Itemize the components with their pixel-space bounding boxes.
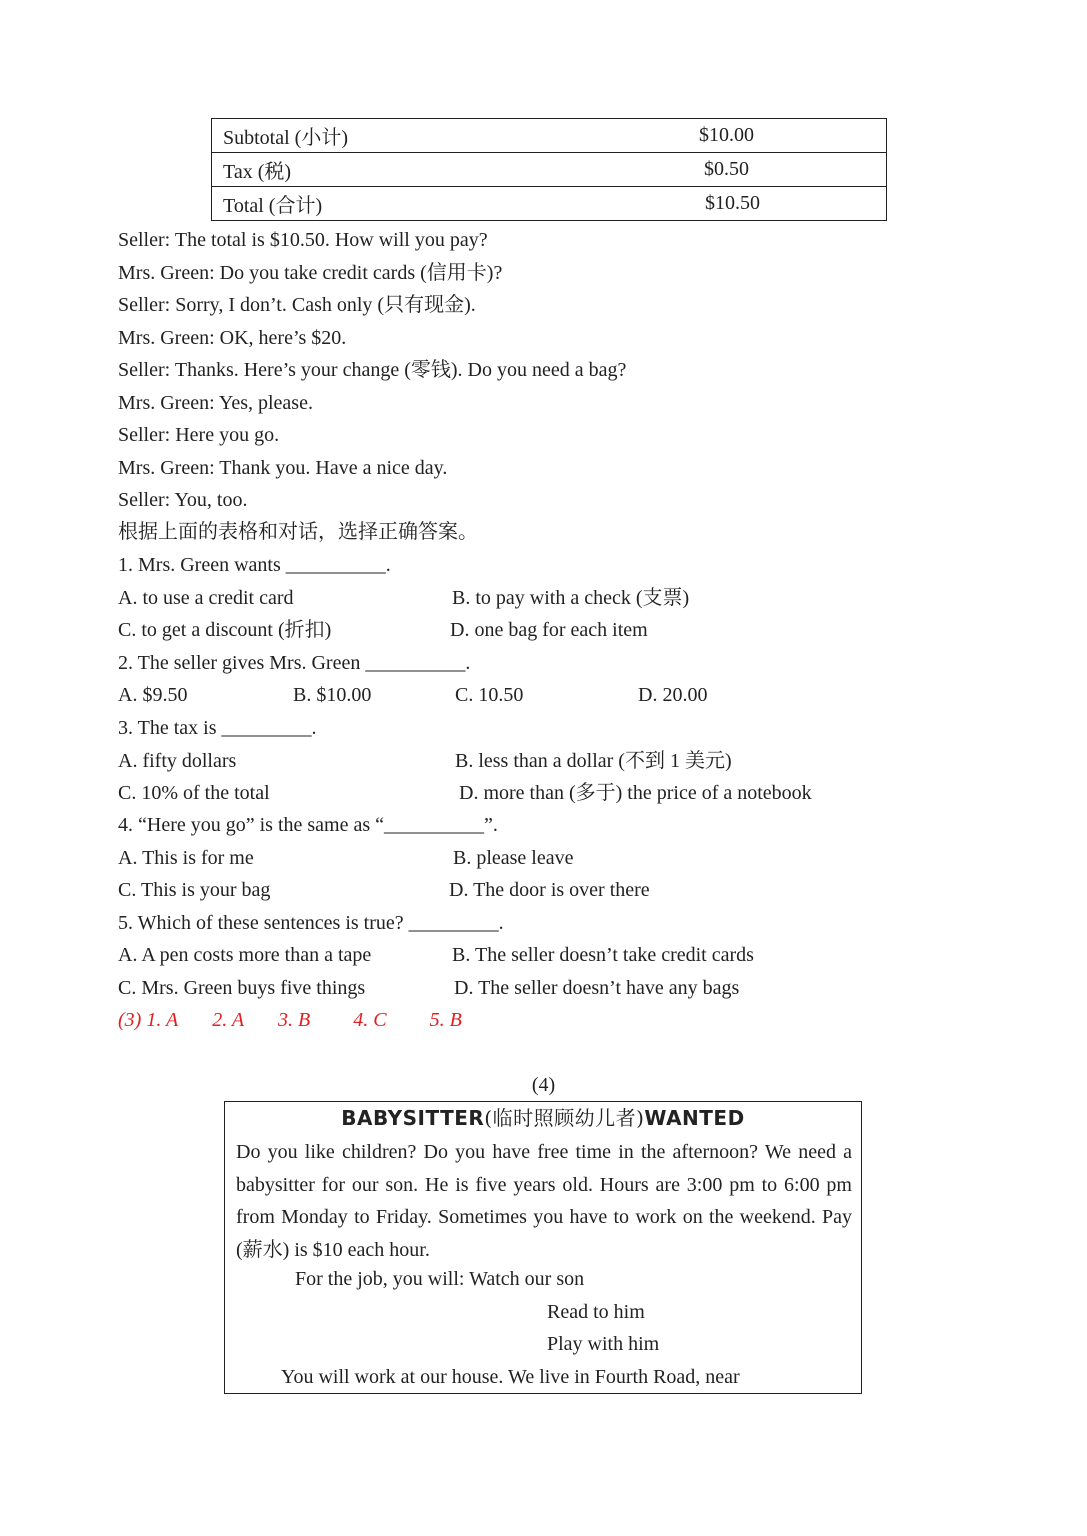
dialogue-line: Mrs. Green: Thank you. Have a nice day. xyxy=(118,457,448,479)
answer-item: 4. C xyxy=(353,1009,387,1031)
ad-body: Do you like children? Do you have free time in the afternoon? We need a babysitter for our son. He is five years old. Hours are 3:00 pm to 6:00 pm from Monday to Friday. Sometimes you have to work on the weekend. Pay (薪水) is $10 each hour. xyxy=(236,1141,852,1261)
question-stem: 3. The tax is _________. xyxy=(118,717,317,739)
table-row xyxy=(212,153,887,187)
answer-item: 5. B xyxy=(429,1009,462,1031)
tax-label: Tax (税) xyxy=(212,153,700,187)
table-row xyxy=(212,119,887,153)
option: C. to get a discount (折扣) xyxy=(118,619,332,641)
option: C. 10% of the total xyxy=(118,782,270,804)
ad-title-chinese: (临时照顾幼儿者) xyxy=(484,1106,645,1130)
ad-title xyxy=(225,1104,861,1132)
dialogue-line: Seller: Here you go. xyxy=(118,424,280,446)
answer-item: 2. A xyxy=(212,1009,245,1031)
answer-key-prefix: (3) 1. A xyxy=(118,1009,179,1031)
dialogue-line: Seller: Thanks. Here’s your change (零钱). Do you need a bag? xyxy=(118,359,627,381)
dialogue-line: Mrs. Green: Do you take credit cards (信用卡)? xyxy=(118,262,503,284)
option: A. A pen costs more than a tape xyxy=(118,944,372,966)
option: C. 10.50 xyxy=(455,684,524,706)
option: A. This is for me xyxy=(118,847,254,869)
table-row xyxy=(212,187,887,221)
option: C. This is your bag xyxy=(118,879,271,901)
babysitter-ad xyxy=(224,1101,862,1394)
tax-amount: $0.50 xyxy=(699,153,887,187)
option: D. more than (多于) the price of a notebook xyxy=(459,782,812,804)
answer-item: 3. B xyxy=(278,1009,311,1031)
option: B. less than a dollar (不到 1 美元) xyxy=(455,750,732,772)
dialogue-line: Mrs. Green: Yes, please. xyxy=(118,392,313,414)
subtotal-label: Subtotal (小计) xyxy=(212,119,700,153)
option: D. 20.00 xyxy=(638,684,708,706)
option: A. fifty dollars xyxy=(118,750,237,772)
price-table xyxy=(211,118,887,221)
ad-last-line: You will work at our house. We live in Fourth Road, near xyxy=(281,1366,740,1388)
option: B. please leave xyxy=(453,847,574,869)
question-stem: 2. The seller gives Mrs. Green __________. xyxy=(118,652,471,674)
total-label: Total (合计) xyxy=(212,187,700,221)
instruction: 根据上面的表格和对话，选择正确答案。 xyxy=(118,521,478,543)
dialogue-line: Mrs. Green: OK, here’s $20. xyxy=(118,327,347,349)
question-stem: 1. Mrs. Green wants __________. xyxy=(118,554,391,576)
option: A. $9.50 xyxy=(118,684,188,706)
total-amount: $10.50 xyxy=(699,187,887,221)
section-number: (4) xyxy=(531,1074,556,1096)
option: C. Mrs. Green buys five things xyxy=(118,977,366,999)
option: B. to pay with a check (支票) xyxy=(452,587,690,609)
option: B. The seller doesn’t take credit cards xyxy=(452,944,754,966)
option: D. The seller doesn’t have any bags xyxy=(454,977,740,999)
answer-key xyxy=(118,1008,462,1032)
dialogue-line: Seller: The total is $10.50. How will you pay? xyxy=(118,229,488,251)
dialogue-line: Seller: You, too. xyxy=(118,489,248,511)
ad-title-word: BABYSITTER xyxy=(341,1106,485,1130)
option: D. one bag for each item xyxy=(450,619,648,641)
subtotal-amount: $10.00 xyxy=(699,119,887,153)
question-stem: 4. “Here you go” is the same as “__________”. xyxy=(118,814,498,836)
dialogue-line: Seller: Sorry, I don’t. Cash only (只有现金). xyxy=(118,294,476,316)
ad-job-intro: For the job, you will: Watch our son xyxy=(295,1268,585,1290)
option: B. $10.00 xyxy=(293,684,372,706)
option: D. The door is over there xyxy=(449,879,650,901)
ad-job-item: Play with him xyxy=(547,1333,660,1355)
ad-title-word: WANTED xyxy=(644,1106,745,1130)
ad-job-item: Read to him xyxy=(547,1301,645,1323)
question-stem: 5. Which of these sentences is true? _________. xyxy=(118,912,504,934)
option: A. to use a credit card xyxy=(118,587,294,609)
